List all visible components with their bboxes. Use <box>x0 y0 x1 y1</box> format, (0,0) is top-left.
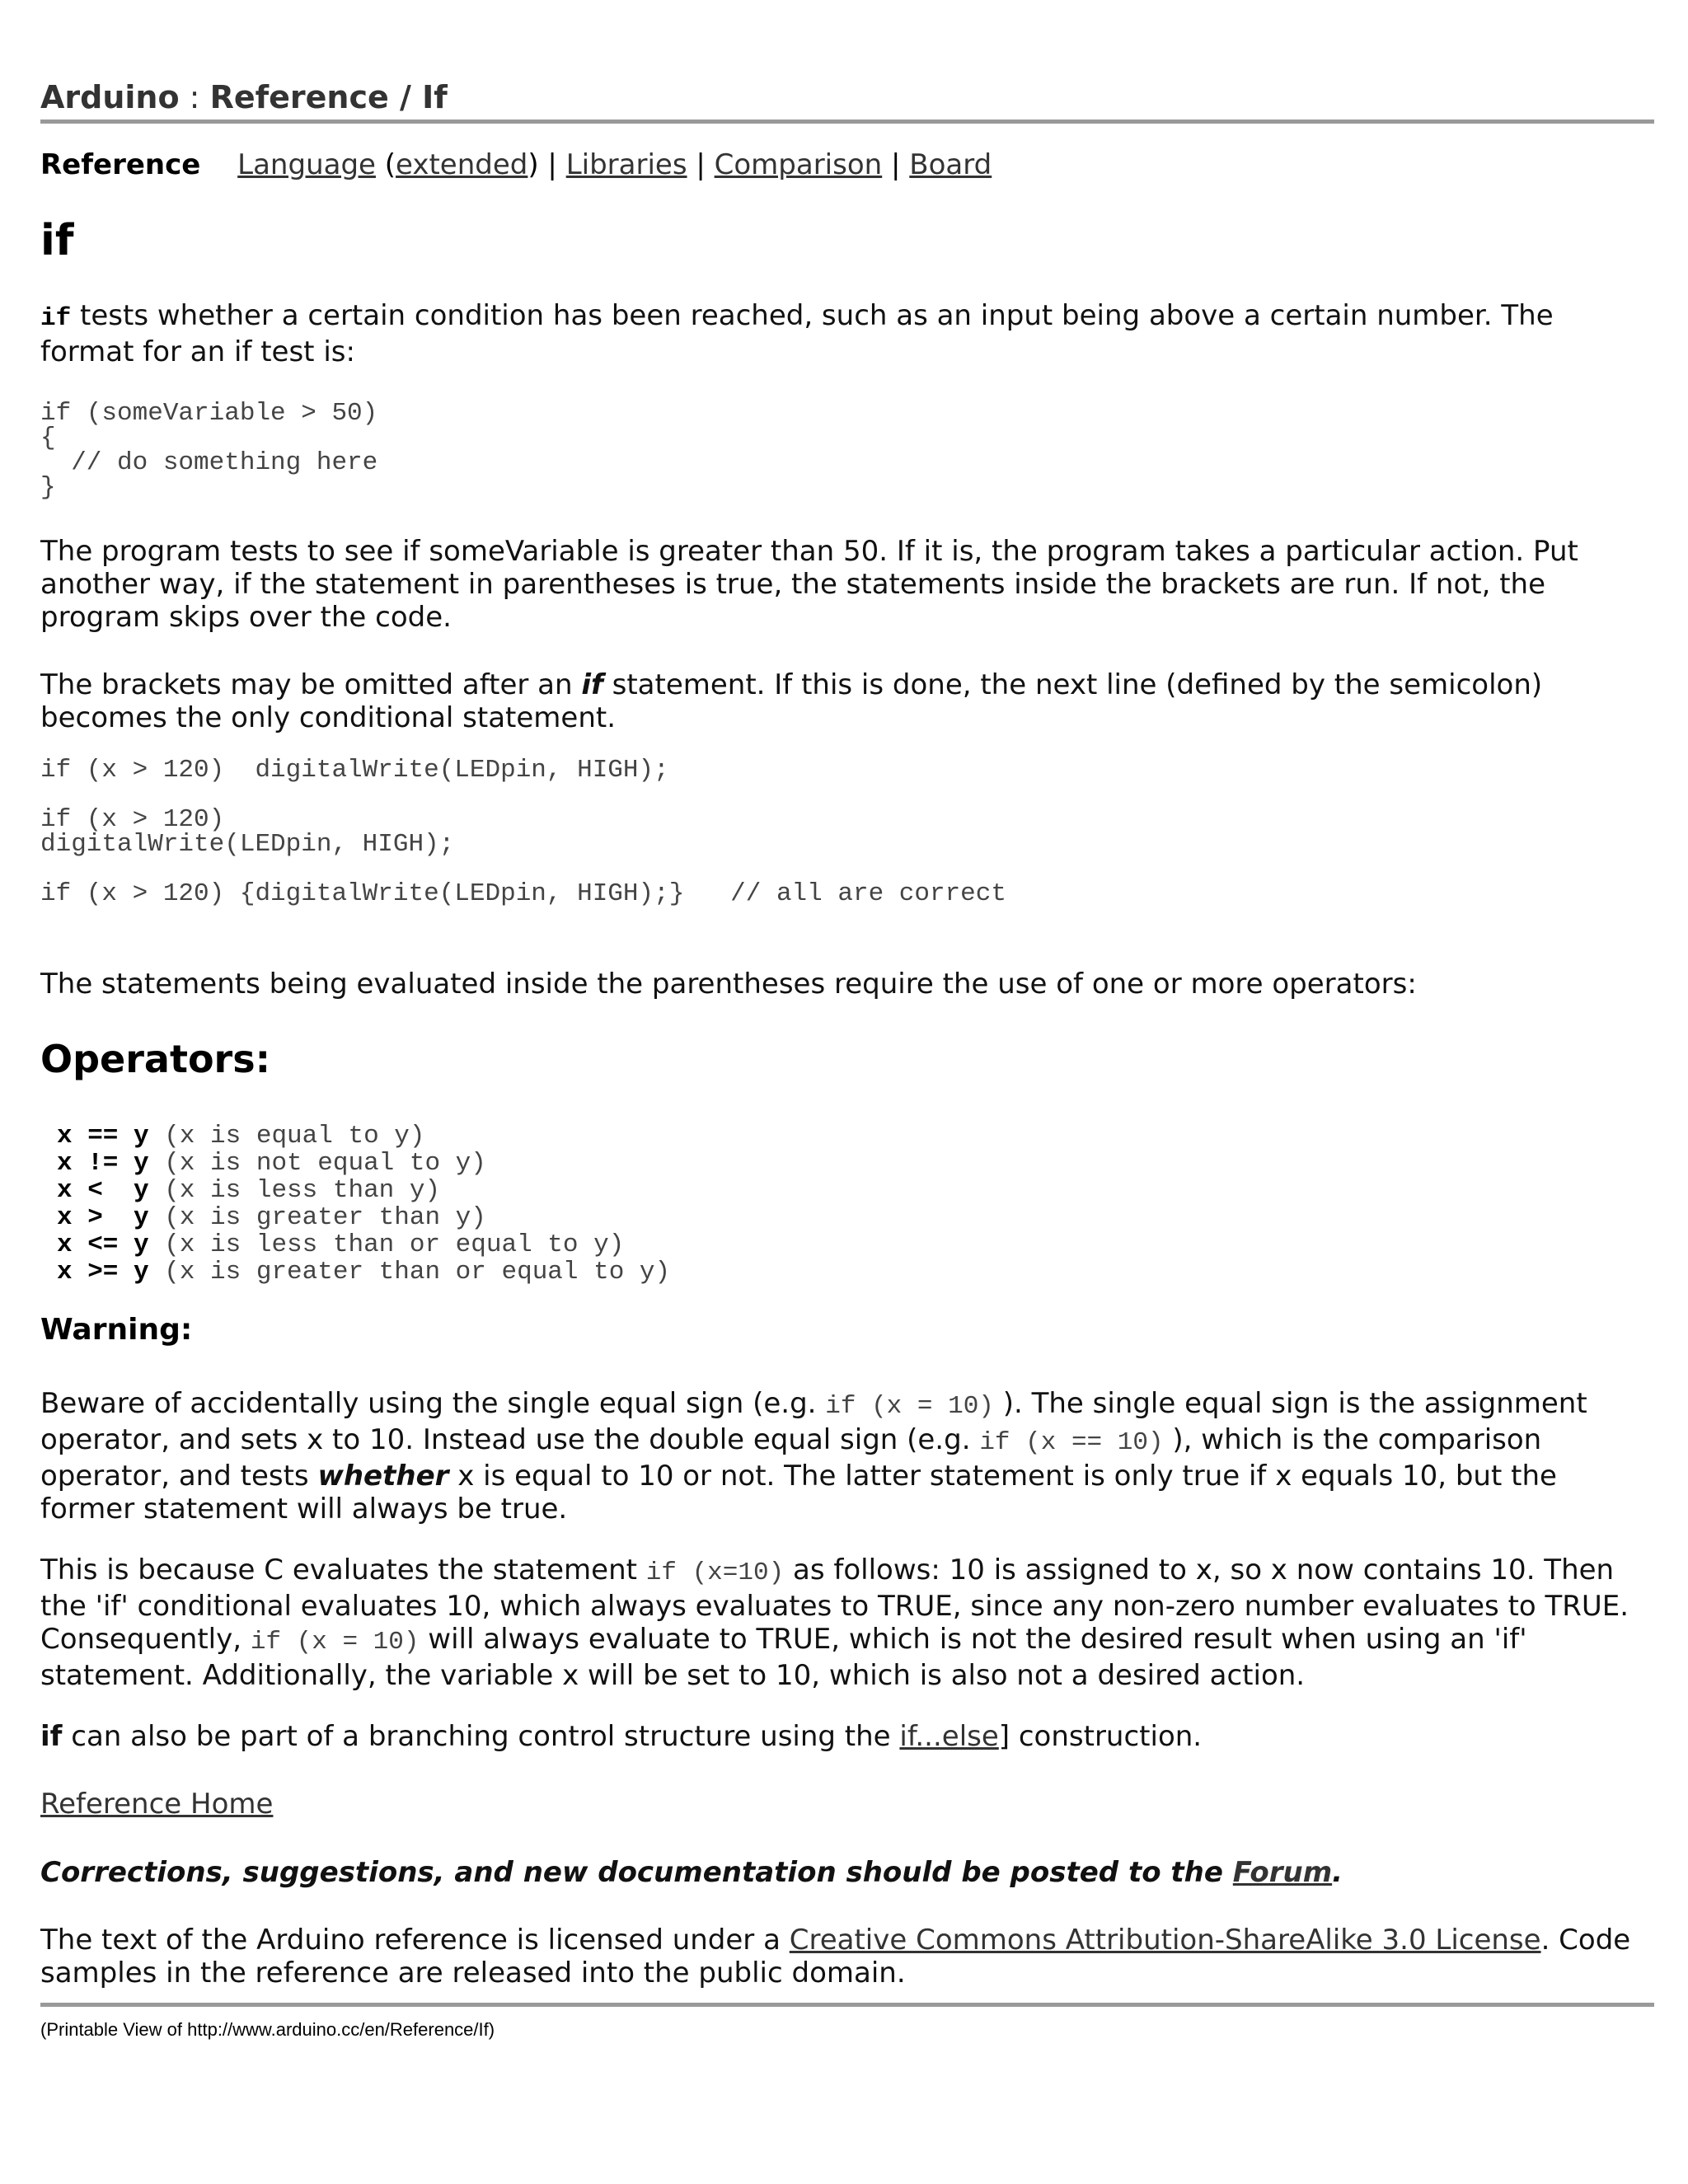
inline-code: if (x = 10) <box>825 1392 994 1421</box>
code-example-4: if (x > 120) {digitalWrite(LEDpin, HIGH);} // all are correct <box>40 879 1006 908</box>
header-rule <box>40 120 1654 124</box>
page-title: if <box>40 216 74 265</box>
nav-board-link[interactable]: Board <box>909 148 992 181</box>
operator-row: x > y (x is greater than y) <box>57 1203 486 1232</box>
brackets-keyword: if <box>581 668 603 701</box>
emphasis-whether: whether <box>317 1460 449 1493</box>
nav-extended-link[interactable]: extended <box>396 148 528 181</box>
code-example-2: if (x > 120) digitalWrite(LEDpin, HIGH); <box>40 756 669 785</box>
inline-code: if (x = 10) <box>250 1628 420 1657</box>
because-paragraph: This is because C evaluates the statement if (x=10) as follows: 10 is assigned to x, so x now contains 10. Then the 'if' conditional evaluates 10, which always evaluates to TRUE, since any non-zero number evaluates to TRUE. Consequently, if (x = 10) will always evaluate to TRUE, which is not the desired result when using an 'if' statement. Additionally, the variable x will be set to 10, which is also not a desired action. <box>40 1554 1629 1692</box>
nav-language-link[interactable]: Language <box>237 148 376 181</box>
intro-paragraph <box>40 299 1654 368</box>
warning-heading: Warning: <box>40 1313 193 1347</box>
header-separator: : <box>179 79 210 115</box>
forum-link[interactable]: Forum <box>1232 1856 1333 1889</box>
printable-view-note: (Printable View of http://www.arduino.cc/en/Reference/If) <box>40 2019 495 2040</box>
footer-rule <box>40 2003 1654 2007</box>
reference-nav: Reference Language (extended) | Libraries | Comparison | Board <box>40 148 992 181</box>
nav-libraries-link[interactable]: Libraries <box>565 148 687 181</box>
intro-text: tests whether a certain condition has been reached, such as an input being above a certain number. The format for an if test is: <box>40 299 1554 368</box>
intro-keyword: if <box>40 304 72 333</box>
operators-heading: Operators: <box>40 1037 271 1081</box>
header-section: Reference / If <box>209 79 448 115</box>
operator-row: x < y (x is less than y) <box>57 1176 441 1205</box>
operator-row: x == y (x is equal to y) <box>57 1122 425 1151</box>
code-example-3: if (x > 120) digitalWrite(LEDpin, HIGH); <box>40 805 455 859</box>
site-name: Arduino <box>40 79 180 115</box>
license-paragraph: The text of the Arduino reference is licensed under a Creative Commons Attribution-ShareAlike 3.0 License. Code samples in the reference are released into the public domain. <box>40 1924 1631 1990</box>
warning-paragraph: Beware of accidentally using the single equal sign (e.g. if (x = 10) ). The single equal sign is the assignment operator, and sets x to 10. Instead use the double equal sign (e.g. if (x == 10) ), which is the comparison operator, and tests whether x is equal to 10 or not. The latter statement is only true if x equals 10, but the former statement will always be true. <box>40 1387 1587 1526</box>
operator-row: x >= y (x is greater than or equal to y) <box>57 1258 671 1286</box>
nav-lead: Reference <box>40 148 201 181</box>
operator-row: x != y (x is not equal to y) <box>57 1149 486 1178</box>
inline-code: if (x == 10) <box>979 1428 1164 1457</box>
brackets-paragraph: The brackets may be omitted after an if statement. If this is done, the next line (defined by the semicolon) becomes the only conditional statement. <box>40 668 1543 734</box>
reference-home-link[interactable]: Reference Home <box>40 1788 274 1821</box>
code-example-1: if (someVariable > 50) { // do something here } <box>40 399 378 502</box>
reference-home-row <box>40 1788 1654 1821</box>
branching-keyword: if <box>40 1720 63 1753</box>
branching-paragraph: if can also be part of a branching control structure using the if...else] construction. <box>40 1720 1203 1753</box>
operator-row: x <= y (x is less than or equal to y) <box>57 1230 625 1259</box>
license-link[interactable]: Creative Commons Attribution-ShareAlike 3.0 License <box>789 1924 1541 1957</box>
corrections-paragraph: Corrections, suggestions, and new documentation should be posted to the Forum. <box>40 1856 1343 1889</box>
nav-comparison-link[interactable]: Comparison <box>714 148 883 181</box>
operators-list <box>57 1122 670 1286</box>
if-else-link[interactable]: if...else <box>899 1720 999 1753</box>
program-paragraph: The program tests to see if someVariable is greater than 50. If it is, the program takes a particular action. Put another way, if the statement in parentheses is true, the statements inside the brackets are run. If not, the program skips over the code. <box>40 535 1578 634</box>
page-header <box>40 79 1654 115</box>
inline-code: if (x=10) <box>645 1558 785 1587</box>
operators-paragraph: The statements being evaluated inside the parentheses require the use of one or more operators: <box>40 968 1417 1001</box>
